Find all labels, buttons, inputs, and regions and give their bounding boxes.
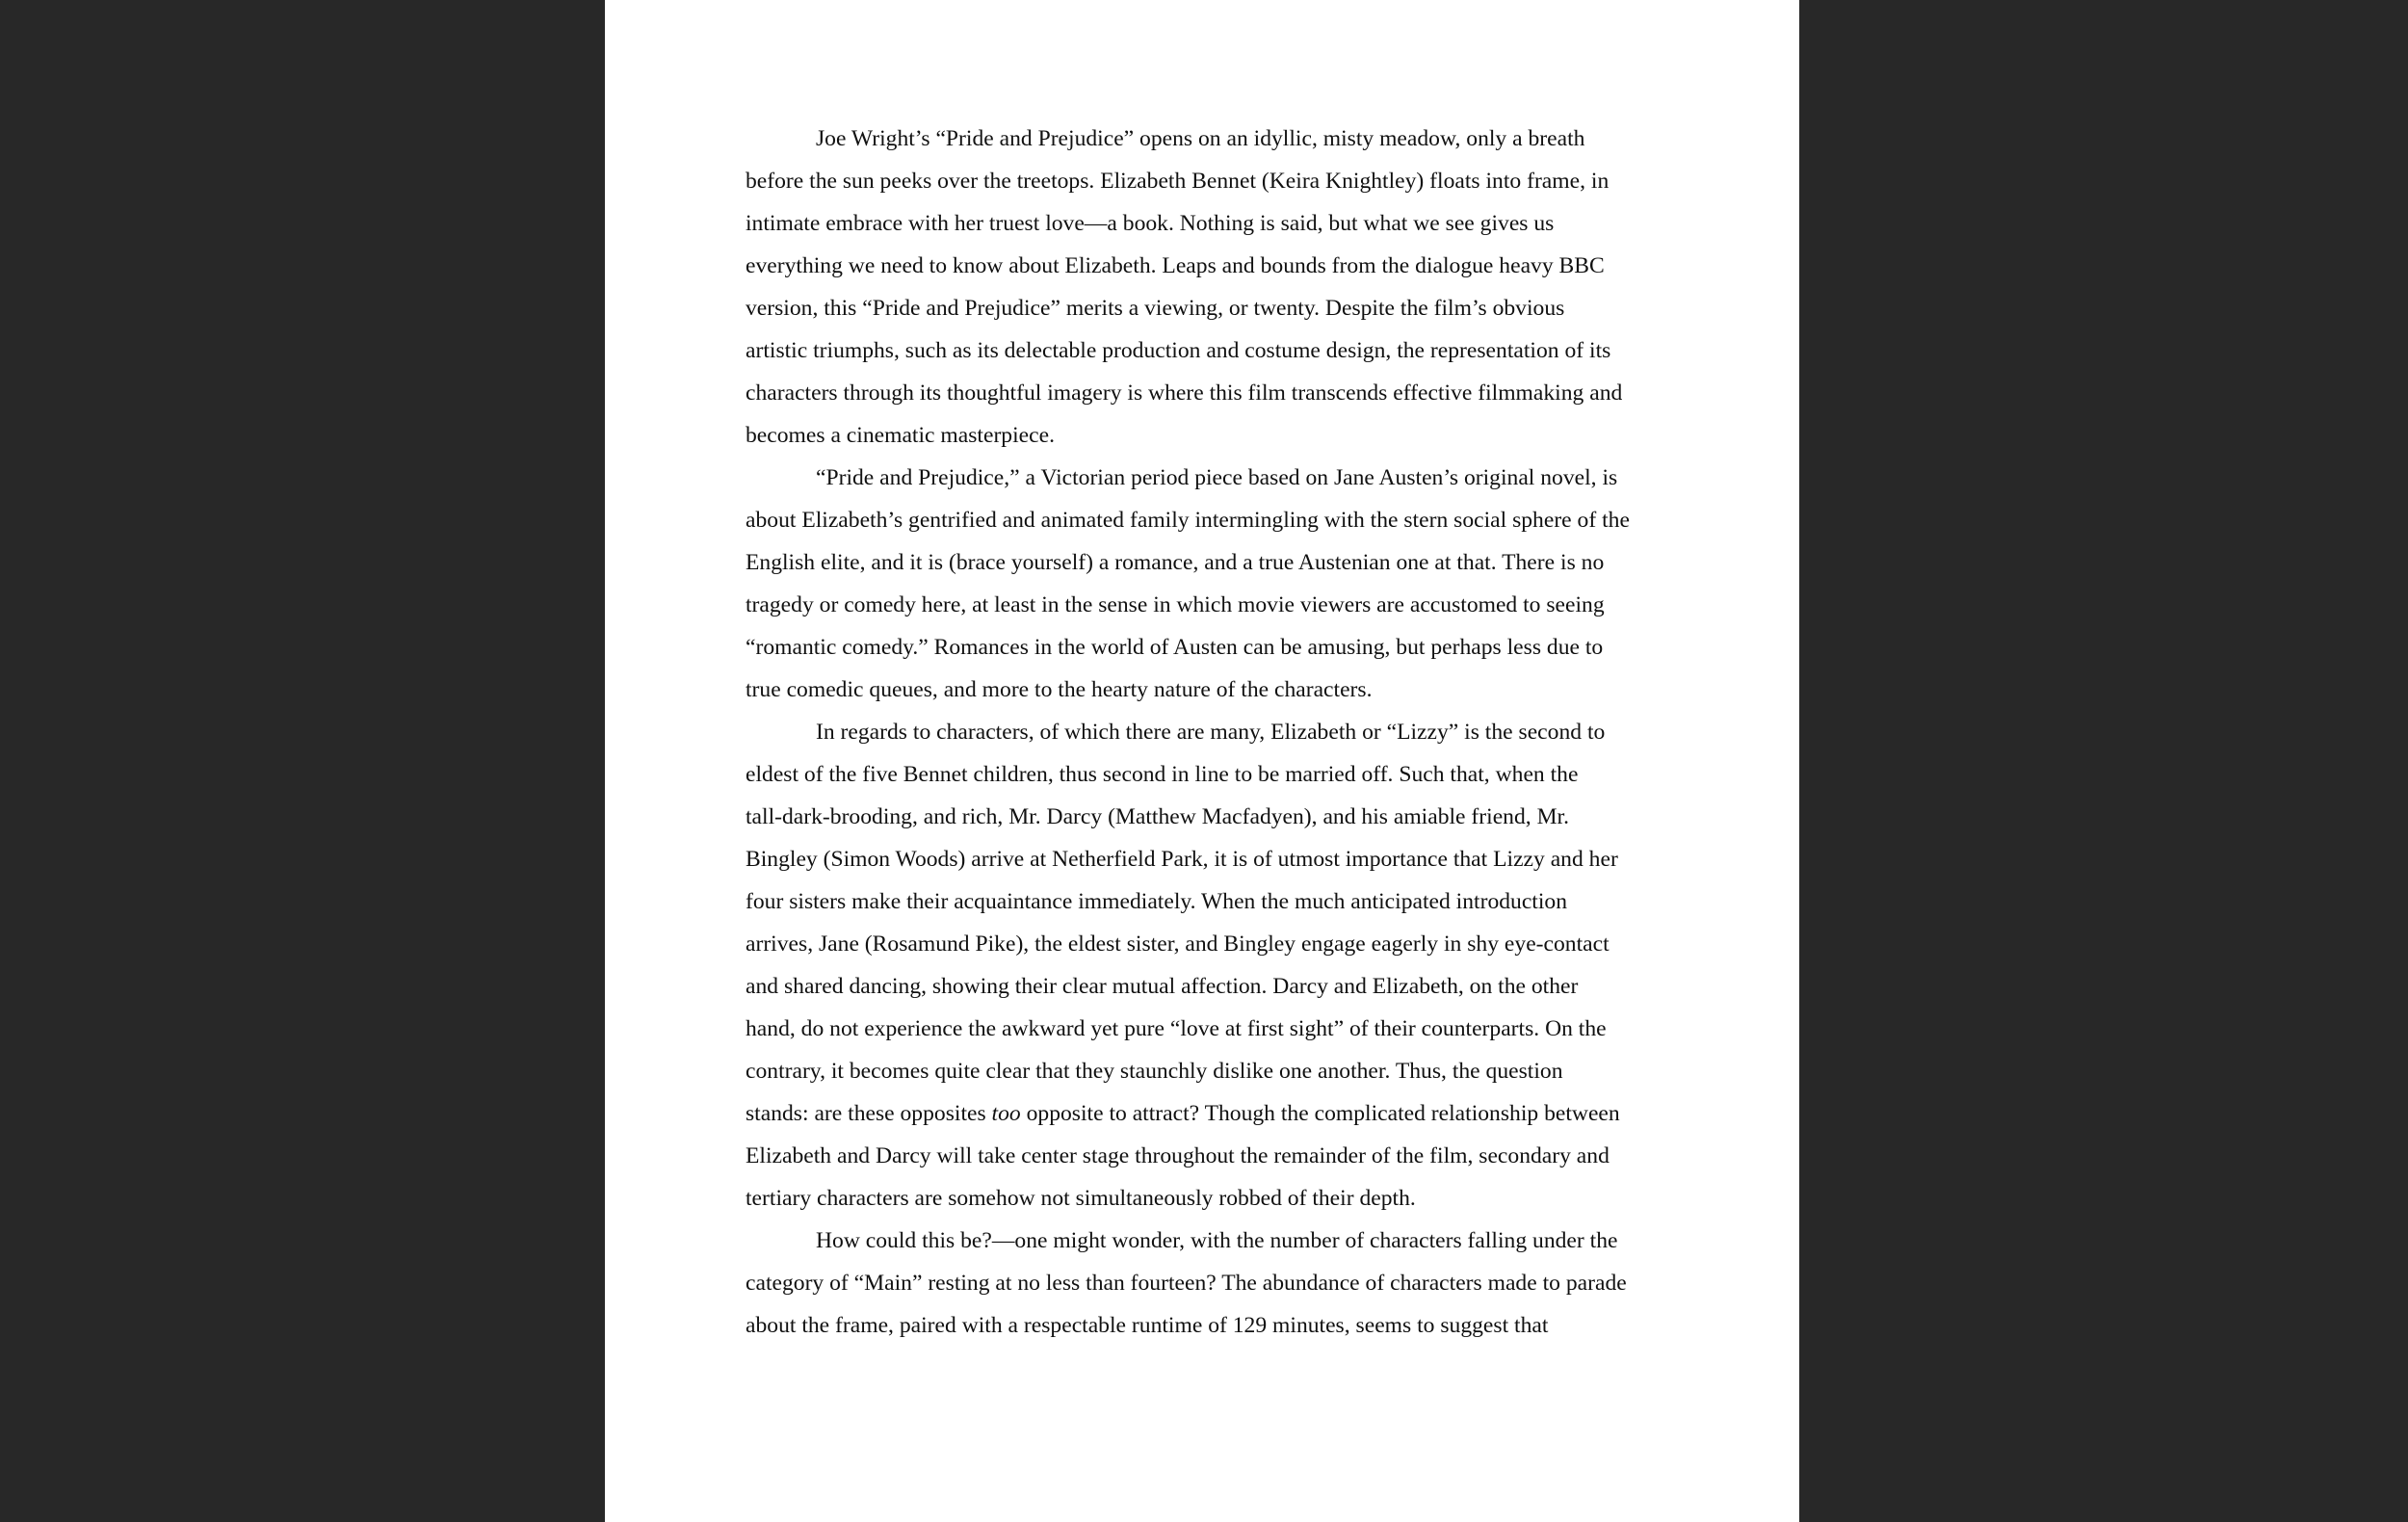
paragraph-3-text-start: In regards to characters, of which there are many, Elizabeth or “Lizzy” is the second to eldest of the five Bennet children, thus second in line to be married off. Such that, when the tall-dark-brooding, and rich, Mr. Darcy (Matthew Macfadyen), and his amiable friend, Mr. Bingley (Simon Woods) arrive at Netherfield Park, it is of utmost importance that Lizzy and her four sisters make their acquaintance immediately. When the much anticipated introduction arrives, Jane (Rosamund Pike), the eldest sister, and Bingley engage eagerly in shy eye-contact and shared dancing, showing their clear mutual affection. Darcy and Elizabeth, on the other hand, do not experience the awkward yet pure “love at first sight” of their counterparts. On the contrary, it becomes quite clear that they staunchly dislike one another. Thus, the question stands: are these opposites (746, 720, 1618, 1126)
paragraph-3 (746, 711, 1661, 1220)
paragraph-3-text-end: opposite to attract? Though the complicated relationship between Elizabeth and Darcy will take center stage throughout the remainder of the film, secondary and tertiary characters are somehow not simultaneously robbed of their depth. (746, 1101, 1620, 1211)
paragraph-3-emphasis: too (991, 1101, 1021, 1126)
paragraph-2: “Pride and Prejudice,” a Victorian period piece based on Jane Austen’s original novel, is about Elizabeth’s gentrified and animated family intermingling with the stern social sphere of the English elite, and it is (brace yourself) a romance, and a true Austenian one at that. There is no tragedy or comedy here, at least in the sense in which movie viewers are accustomed to seeing “romantic comedy.” Romances in the world of Austen can be amusing, but perhaps less due to true comedic queues, and more to the hearty nature of the characters. (746, 465, 1630, 702)
page-body (746, 118, 1661, 1347)
paragraph-4: How could this be?—one might wonder, with the number of characters falling under the category of “Main” resting at no less than fourteen? The abundance of characters made to parade about the frame, paired with a respectable runtime of 129 minutes, seems to suggest that (746, 1228, 1627, 1338)
document-page (605, 0, 1799, 1522)
paragraph-1: Joe Wright’s “Pride and Prejudice” opens on an idyllic, misty meadow, only a breath before the sun peeks over the treetops. Elizabeth Bennet (Keira Knightley) floats into frame, in intimate embrace with her truest love—a book. Nothing is said, but what we see gives us everything we need to know about Elizabeth. Leaps and bounds from the dialogue heavy BBC version, this “Pride and Prejudice” merits a viewing, or twenty. Despite the film’s obvious artistic triumphs, such as its delectable production and costume design, the representation of its characters through its thoughtful imagery is where this film transcends effective filmmaking and becomes a cinematic masterpiece. (746, 126, 1623, 448)
